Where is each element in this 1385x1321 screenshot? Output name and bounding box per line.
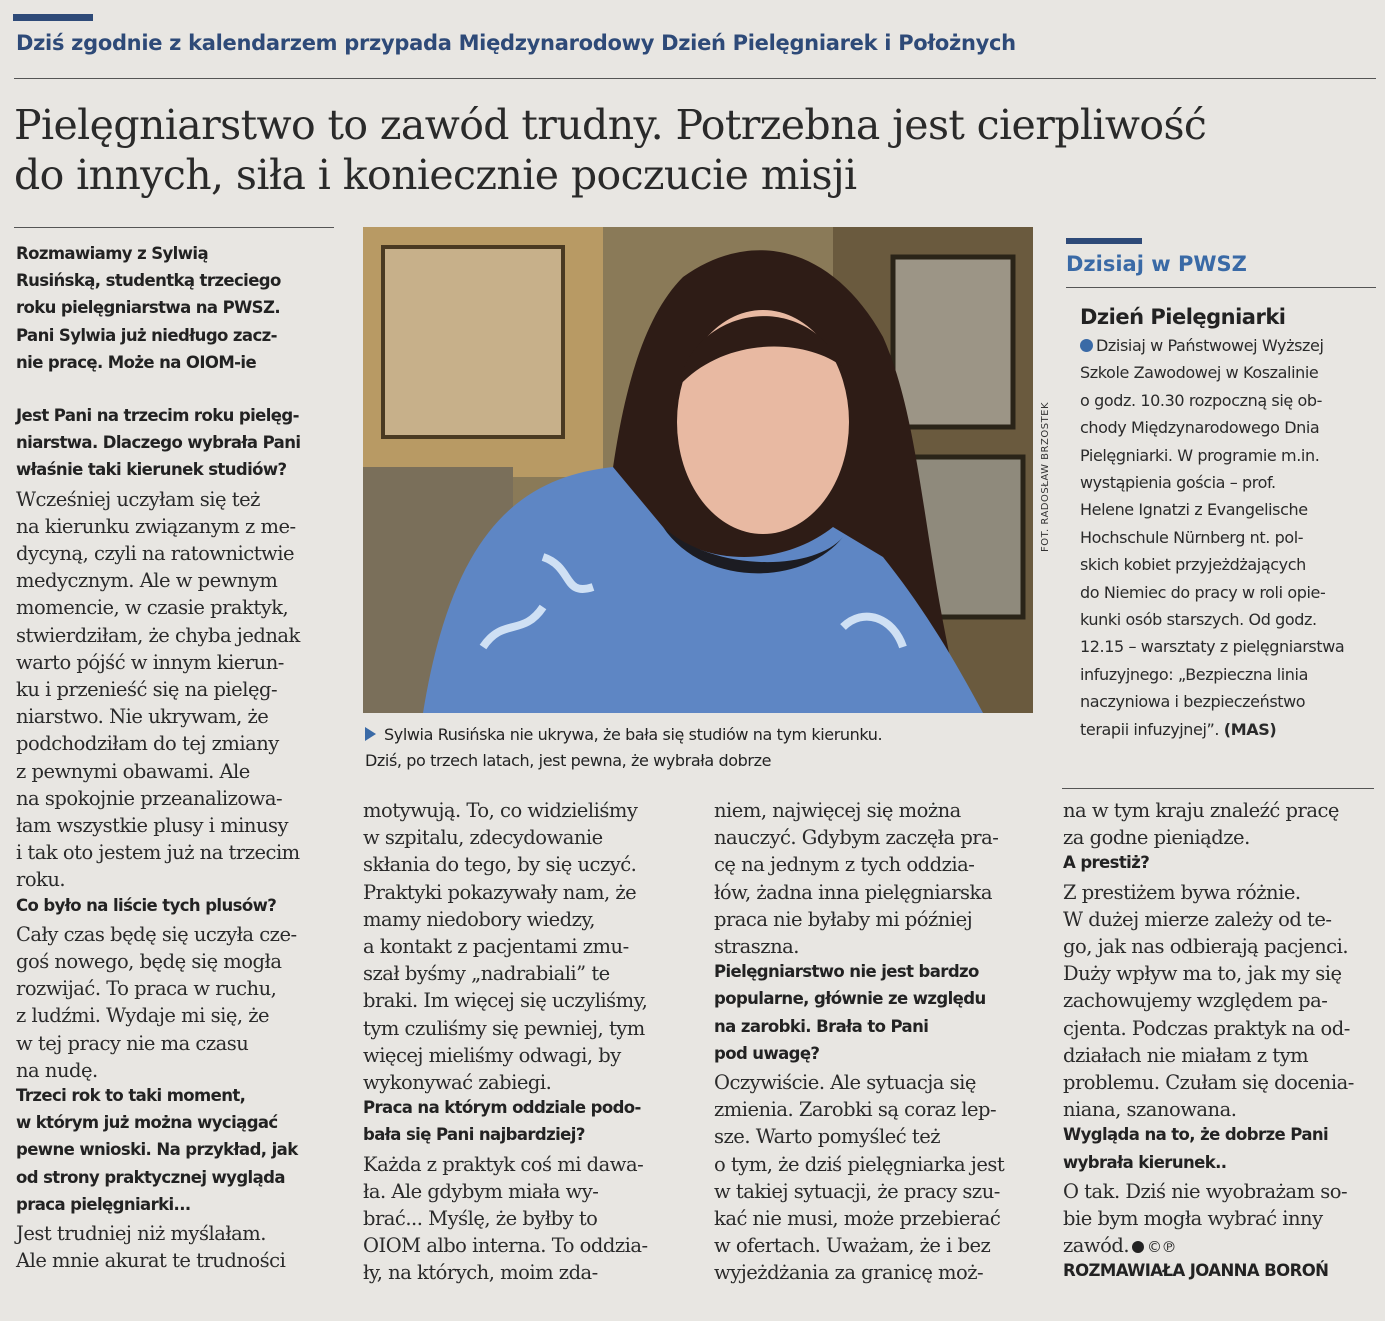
article-bold-line: od strony praktycznej wygląda	[16, 1167, 285, 1187]
article-line: problemu. Czułam się docenia-	[1063, 1071, 1354, 1094]
article-line: brać... Myślę, że byłby to	[363, 1207, 598, 1230]
article-line: z ludźmi. Wydaje mi się, że	[16, 1004, 270, 1028]
portrait-photo	[363, 227, 1033, 713]
article-bold-line: Praca na którym oddziale podo-	[363, 1098, 641, 1118]
sidebar-line-text: do Niemiec do pracy w roli opie-	[1080, 582, 1326, 602]
article-line: Cały czas będę się uczyła cze-	[16, 922, 297, 946]
article-line: wykonywać zabiegi.	[363, 1071, 552, 1094]
article-line: działach nie miałam z tym	[1063, 1043, 1309, 1067]
sidebar-line	[1080, 473, 1276, 492]
article-line: praca nie byłaby mi później	[714, 907, 973, 931]
caption-arrow-icon	[365, 727, 376, 741]
headline-line: Pielęgniarstwo to zawód trudny. Potrzebna jest cierpliwość	[14, 101, 1207, 149]
article-bold-line: pod uwagę?	[714, 1043, 820, 1063]
article-line: o tym, że dziś pielęgniarka jest	[714, 1152, 1005, 1176]
article-line: cę na jednym z tych oddzia-	[714, 853, 975, 877]
article-line: medycznym. Ale w pewnym	[16, 569, 278, 593]
article-bold-line: Rozmawiamy z Sylwią	[16, 244, 208, 263]
sidebar-line-text: o godz. 10.30 rozpoczną się ob-	[1080, 390, 1323, 410]
sidebar-title: Dzisiaj w PWSZ	[1066, 252, 1247, 276]
article-line: łów, żadna inna pielęgniarska	[714, 880, 992, 904]
end-mark-icon	[1132, 1241, 1144, 1253]
article-line: na nudę.	[16, 1058, 98, 1082]
article-line: na w tym kraju znaleźć pracę	[1063, 799, 1339, 822]
article-bold-line: wybrała kierunek..	[1063, 1152, 1227, 1172]
caption-line: Sylwia Rusińska nie ukrywa, że bała się studiów na tym kierunku.	[384, 725, 883, 744]
article-line: zmienia. Zarobki są coraz lep-	[714, 1098, 997, 1122]
article-line: a kontakt z pacjentami zmu-	[363, 935, 629, 958]
article-bold-line: właśnie taki kierunek studiów?	[16, 460, 287, 480]
article-line: ła. Ale gdybym miała wy-	[363, 1179, 599, 1203]
article-line: sze. Warto pomyśleć też	[714, 1125, 941, 1149]
article-line: w takiej sytuacji, że pracy szu-	[714, 1179, 1000, 1203]
article-line: Jest trudniej niż myślałam.	[16, 1222, 266, 1245]
kicker: Dziś zgodnie z kalendarzem przypada Międzynarodowy Dzień Pielęgniarek i Położnych	[16, 31, 1016, 55]
sidebar-signature: (MAS)	[1223, 719, 1277, 739]
article-line: ku i przenieść się na pielęg-	[16, 678, 278, 701]
article-line: zachowujemy względem pa-	[1063, 989, 1328, 1013]
article-bold-line: Rusińską, studentką trzeciego	[16, 271, 281, 291]
article-line: roku.	[16, 868, 66, 892]
article-line: momencie, w czasie praktyk,	[16, 596, 289, 620]
sidebar-line	[1080, 363, 1318, 382]
article-line: skłania do tego, by się uczyć.	[363, 853, 637, 877]
article-line: W dużej mierze zależy od te-	[1063, 907, 1332, 931]
article-closing-line	[1063, 1234, 1176, 1257]
article-line: OIOM albo interna. To oddzia-	[363, 1234, 648, 1258]
article-line: na spokojnie przeanalizowa-	[16, 786, 283, 810]
article-line: Wcześniej uczyłam się też	[16, 487, 260, 511]
photo-caption	[365, 722, 882, 774]
sidebar-line-text: kunki osób starszych. Od godz.	[1080, 610, 1317, 629]
article-bold-line: Pielęgniarstwo nie jest bardzo	[714, 962, 979, 982]
article-line: Oczywiście. Ale sytuacja się	[714, 1071, 976, 1094]
sidebar-line-text: chody Międzynarodowego Dnia	[1080, 418, 1320, 438]
sidebar-rule	[1066, 287, 1376, 288]
sidebar-line-text: Pielęgniarki. W programie m.in.	[1080, 445, 1320, 465]
sidebar-line-text: infuzyjnego: „Bezpieczna linia	[1080, 664, 1308, 684]
article-line: szał byśmy „nadrabiali” te	[363, 962, 610, 986]
article-line: tym czuliśmy się pewniej, tym	[363, 1016, 645, 1040]
top-rule	[14, 78, 1376, 79]
article-line: w tej pracy nie ma czasu	[16, 1031, 249, 1055]
column-rule	[14, 227, 334, 228]
article-line: niem, najwięcej się można	[714, 799, 961, 822]
article-line: więcej mieliśmy odwagi, by	[363, 1043, 621, 1067]
sidebar-heading: Dzień Pielęgniarki	[1080, 305, 1286, 329]
article-line: niarstwo. Nie ukrywam, że	[16, 705, 269, 729]
sidebar-line-text: wystąpienia gościa – prof.	[1080, 473, 1276, 492]
article-bold-line: praca pielęgniarki...	[16, 1194, 191, 1214]
article-bold-line: na zarobki. Brała to Pani	[714, 1016, 929, 1036]
article-line: w ofertach. Uważam, że i bez	[714, 1234, 991, 1258]
article-line: Każda z praktyk coś mi dawa-	[363, 1152, 644, 1176]
sidebar-line-text: Szkole Zawodowej w Koszalinie	[1080, 363, 1319, 383]
article-line: warto pójść w innym kierun-	[16, 650, 284, 674]
article-line: niana, szanowana.	[1063, 1098, 1237, 1122]
article-line: motywują. To, co widzieliśmy	[363, 799, 638, 822]
article-bold-line: ROZMAWIAŁA JOANNA BOROŃ	[1063, 1261, 1329, 1281]
article-bold-line: Jest Pani na trzecim roku pielęg-	[16, 406, 299, 425]
article-line: ły, na których, moim zda-	[363, 1261, 598, 1285]
article-line: kać nie musi, może przebierać	[714, 1207, 1001, 1230]
article-line: z pewnymi obawami. Ale	[16, 759, 250, 783]
article-line: podchodziłam do tej zmiany	[16, 732, 279, 756]
portrait-illustration	[363, 227, 1033, 713]
sidebar-line-text: terapii infuzyjnej”.	[1080, 719, 1224, 739]
article-line: Duży wpływ ma to, jak my się	[1063, 962, 1342, 986]
article-line: rozwijać. To praca w ruchu,	[16, 977, 277, 1001]
sidebar-line	[1080, 555, 1306, 574]
article-bold-line: Co było na liście tych plusów?	[16, 895, 277, 915]
article-line: za godne pieniądze.	[1063, 826, 1250, 850]
copyright-mark: ©℗	[1147, 1238, 1177, 1257]
sidebar-line	[1080, 528, 1303, 547]
article-line: straszna.	[714, 935, 799, 958]
sidebar-line	[1080, 665, 1308, 684]
article-line: Z prestiżem bywa różnie.	[1063, 880, 1301, 904]
article-line: i tak oto jestem już na trzecim	[16, 841, 300, 865]
article-line: Ale mnie akurat te trudności	[16, 1249, 286, 1273]
sidebar-line-text: Hochschule Nürnberg nt. pol-	[1080, 527, 1304, 547]
article-line: bie bym mogła wybrać inny	[1063, 1207, 1323, 1230]
headline-line: do innych, siła i koniecznie poczucie misji	[14, 151, 857, 199]
article-bold-line: Pani Sylwia już niedługo zacz-	[16, 325, 277, 345]
headline	[14, 100, 1314, 200]
article-line: w szpitalu, zdecydowanie	[363, 826, 603, 850]
sidebar-line-text: Helene Ignatzi z Evangelische	[1080, 500, 1308, 520]
article-line: nauczyć. Gdybym zaczęła pra-	[714, 826, 999, 850]
article-line: mamy niedobory wiedzy,	[363, 907, 595, 931]
sidebar-line	[1080, 637, 1344, 656]
article-line: na kierunku związanym z me-	[16, 514, 296, 538]
article-bold-line: Trzeci rok to taki moment,	[16, 1086, 246, 1105]
article-bold-line: bała się Pani najbardziej?	[363, 1125, 585, 1145]
sidebar-line-text: skich kobiet przyjeżdżających	[1080, 555, 1306, 575]
article-line-text: zawód.	[1063, 1234, 1130, 1258]
article-bold-line: nie pracę. Może na OIOM-ie	[16, 352, 257, 372]
article-line: cjenta. Podczas praktyk na od-	[1063, 1016, 1350, 1040]
bullet-icon	[1080, 339, 1093, 352]
article-bold-line: A prestiż?	[1063, 853, 1150, 873]
article-line: go, jak nas odbierają pacjenci.	[1063, 935, 1349, 958]
column-rule	[1062, 788, 1374, 789]
sidebar-line	[1080, 610, 1317, 629]
sidebar-line	[1080, 720, 1276, 739]
sidebar-line-text: Dzisiaj w Państwowej Wyższej	[1096, 336, 1324, 355]
article-bold-line: Wygląda na to, że dobrze Pani	[1063, 1125, 1329, 1145]
article-line: stwierdziłam, że chyba jednak	[16, 623, 300, 647]
kicker-bar	[13, 14, 93, 21]
sidebar-line	[1080, 336, 1324, 355]
photo-credit: FOT. RADOSŁAW BRZOSTEK	[1040, 401, 1051, 552]
sidebar-line	[1080, 418, 1319, 437]
article-bold-line: w którym już można wyciągać	[16, 1113, 278, 1133]
article-bold-line: niarstwa. Dlaczego wybrała Pani	[16, 433, 301, 453]
article-line: wyjeżdżania za granicę moż-	[714, 1261, 984, 1285]
sidebar-line	[1080, 583, 1325, 602]
sidebar-line-text: naczyniowa i bezpieczeństwo	[1080, 692, 1306, 712]
article-line: braki. Im więcej się uczyliśmy,	[363, 989, 648, 1013]
sidebar-line	[1080, 692, 1305, 711]
article-bold-line: roku pielęgniarstwa na PWSZ.	[16, 298, 280, 318]
article-bold-line: popularne, głównie ze względu	[714, 989, 986, 1009]
article-line: dycyną, czyli na ratownictwie	[16, 542, 295, 565]
article-line: O tak. Dziś nie wyobrażam so-	[1063, 1179, 1348, 1203]
article-bold-line: pewne wnioski. Na przykład, jak	[16, 1140, 298, 1160]
article-line: łam wszystkie plusy i minusy	[16, 814, 289, 837]
sidebar-bar	[1066, 238, 1142, 244]
sidebar-line	[1080, 500, 1308, 519]
sidebar-line	[1080, 446, 1319, 465]
sidebar-line	[1080, 391, 1322, 410]
caption-line: Dziś, po trzech latach, jest pewna, że wybrała dobrze	[365, 751, 772, 770]
article-line: goś nowego, będę się mogła	[16, 950, 282, 973]
article-line: Praktyki pokazywały nam, że	[363, 880, 637, 904]
sidebar-line-text: 12.15 – warsztaty z pielęgniarstwa	[1080, 637, 1345, 657]
